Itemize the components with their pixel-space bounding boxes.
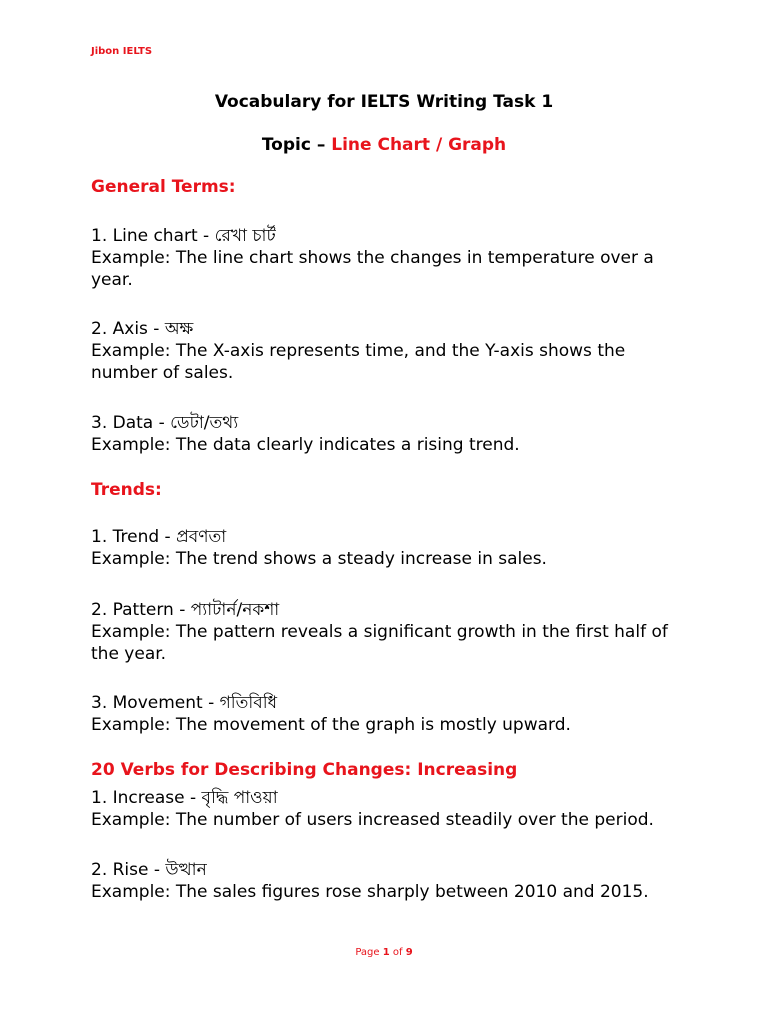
current-page: 1 — [382, 947, 390, 958]
total-pages: 9 — [405, 947, 413, 958]
term-entry — [91, 412, 691, 456]
term-entry — [91, 318, 691, 384]
section-heading-trends: Trends: — [91, 480, 162, 500]
page-number — [0, 947, 768, 958]
term-entry — [91, 526, 691, 570]
page-word: Page — [355, 947, 380, 958]
topic-line — [0, 135, 768, 155]
term-title: 1. Increase - বৃদ্ধি পাওয়া — [91, 788, 278, 808]
page-title: Vocabulary for IELTS Writing Task 1 — [214, 92, 554, 112]
term-example: Example: The trend shows a steady increase in sales. — [91, 549, 547, 569]
of-word: of — [392, 947, 403, 958]
term-example: Example: The line chart shows the changes in temperature over a year. — [91, 248, 654, 290]
term-title: 1. Line chart - রেখা চার্ট — [91, 226, 276, 246]
term-title: 3. Data - ডেটা/তথ্য — [91, 413, 239, 433]
term-title: 2. Axis - অক্ষ — [91, 319, 194, 339]
term-example: Example: The pattern reveals a significant growth in the first half of the year. — [91, 622, 668, 664]
term-title: 3. Movement - গতিবিধি — [91, 693, 278, 713]
term-example: Example: The number of users increased steadily over the period. — [91, 810, 654, 830]
section-heading-general: General Terms: — [91, 177, 236, 197]
topic-label: Topic – — [261, 135, 332, 155]
term-title: 2. Rise - উত্থান — [91, 860, 207, 880]
topic-value: Line Chart / Graph — [331, 135, 507, 155]
term-title: 2. Pattern - প্যাটার্ন/নকশা — [91, 600, 280, 620]
term-entry — [91, 692, 691, 736]
term-entry — [91, 787, 691, 831]
term-example: Example: The movement of the graph is mostly upward. — [91, 715, 571, 735]
term-example: Example: The X-axis represents time, and the Y-axis shows the number of sales. — [91, 341, 626, 383]
section-heading-verbs: 20 Verbs for Describing Changes: Increasing — [91, 760, 518, 780]
term-title: 1. Trend - প্রবণতা — [91, 527, 227, 547]
term-entry — [91, 599, 691, 665]
term-entry — [91, 225, 691, 291]
term-example: Example: The data clearly indicates a rising trend. — [91, 435, 520, 455]
term-example: Example: The sales figures rose sharply between 2010 and 2015. — [91, 882, 649, 902]
term-entry — [91, 859, 691, 903]
header-brand: Jibon IELTS — [91, 46, 153, 57]
